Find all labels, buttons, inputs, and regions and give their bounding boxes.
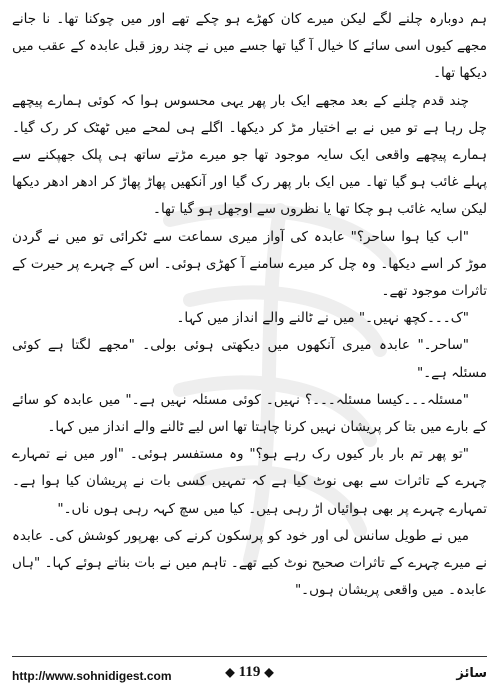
page-number: [221, 664, 277, 681]
website-link[interactable]: http://www.sohnidigest.com: [12, 669, 172, 683]
paragraph-1: ہم دوبارہ چلنے لگے لیکن میرے کان کھڑے ہو چکے تھے اور میں چوکنا تھا۔ نا جانے مجھے کیوں اسی سائے کا خیال آ گیا تھا جسے میں نے چند روز قبل عابدہ کے عقب میں دیکھا تھا۔: [12, 11, 487, 82]
footer-divider: [12, 656, 487, 657]
story-title: سائز: [456, 666, 487, 681]
page-footer: [12, 660, 487, 694]
paragraph-3: "اب کیا ہوا ساحر؟" عابدہ کی آواز میری سماعت سے ٹکرائی تو میں نے گردن موڑ کر اسے دیکھا۔ وہ چل کر میرے سامنے آ کھڑی ہوئی۔ اس کے چہرے پر حیرت کے تاثرات موجود تھے۔: [12, 228, 487, 300]
paragraph-4: "ک۔۔۔کچھ نہیں۔" میں نے ٹالنے والے انداز میں کہا۔: [176, 310, 469, 327]
paragraph-6: "مسئلہ۔۔۔کیسا مسئلہ۔۔۔؟ نہیں۔ کوئی مسئلہ نہیں ہے۔" میں عابدہ کو سائے کے بارے میں بتا کر پریشان نہیں کرنا چاہتا تھا اس لیے ٹالنے والے انداز میں کہا۔: [12, 391, 487, 436]
paragraph-2: چند قدم چلنے کے بعد مجھے ایک بار پھر یہی محسوس ہوا کہ کوئی ہمارے پیچھے چل رہا ہے تو میں نے بے اختیار مڑ کر دیکھا۔ اگلے ہی لمحے میں ٹھٹک کر رک گیا۔ ہمارے پیچھے واقعی ایک سایہ موجود تھا جو میرے مڑتے ساتھ ہی پلک جھپکنے سے پہلے غائب ہو گیا تھا۔ میں ایک بار پھر رک گیا اور آنکھیں پھاڑ پھاڑ کر ادھر ادھر دیکھا لیکن سایہ غائب ہو چکا تھا یا نظروں سے اوجھل ہو گیا تھا۔: [12, 92, 487, 218]
left-ornament-icon: ◆: [225, 665, 235, 679]
page-number-value: 119: [238, 664, 261, 680]
right-ornament-icon: ◆: [264, 665, 274, 679]
paragraph-5: "ساحر۔" عابدہ میری آنکھوں میں دیکھتی ہوئی بولی۔ "مجھے لگتا ہے کوئی مسئلہ ہے۔": [12, 337, 487, 381]
paragraph-8: میں نے طویل سانس لی اور خود کو پرسکون کرنے کی بھرپور کوشش کی۔ عابدہ نے میرے چہرے کے تاثرات صحیح نوٹ کیے تھے۔ تاہم میں نے بات بناتے ہوئے کہا۔ "ہاں عابدہ۔ میں واقعی پریشان ہوں۔": [12, 527, 487, 599]
story-text: [12, 6, 487, 651]
paragraph-7: "تو پھر تم بار بار کیوں رک رہے ہو؟" وہ مستفسر ہوئی۔ "اور میں نے تمہارے چہرے کے تاثرات سے بھی نوٹ کیا ہے کہ تمہیں کسی بات نے پریشان کیا ہوا ہے۔ تمہارے چہرے پر بھی ہوائیاں اڑ رہی ہیں۔ کیا میں سچ کہہ رہی ہوں ناں۔": [12, 446, 487, 517]
